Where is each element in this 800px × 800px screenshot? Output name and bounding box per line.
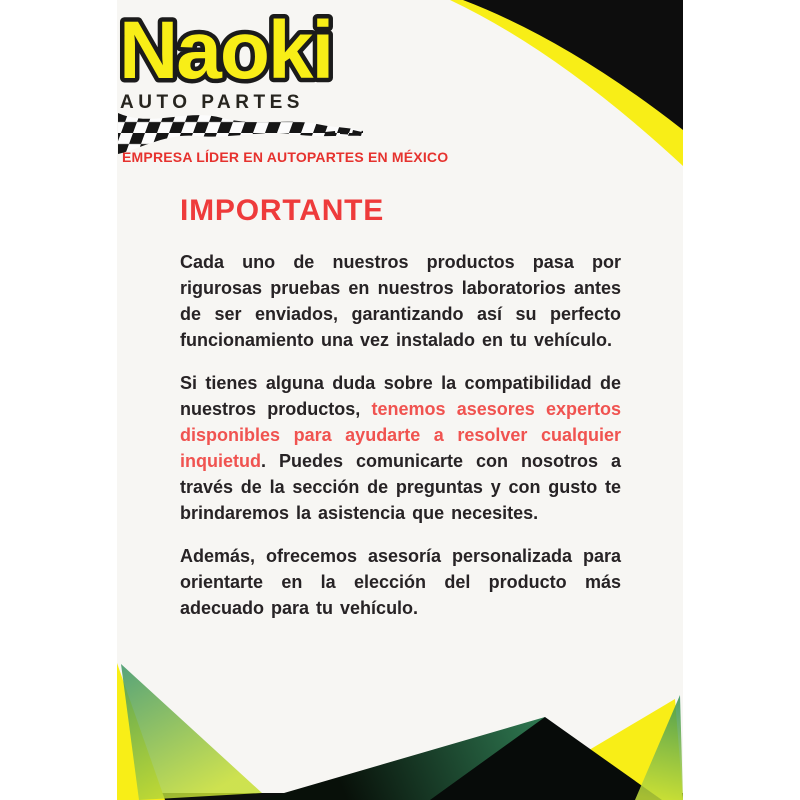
paragraph-compatibility — [180, 370, 621, 526]
paragraph-compatibility-highlight: tenemos asesores expertos disponibles para ayudarte a resolver cualquier inquietud — [180, 399, 622, 471]
brand-logo — [117, 2, 383, 100]
brand-tagline: EMPRESA LÍDER EN AUTOPARTES EN MÉXICO — [122, 149, 449, 165]
paragraph-compatibility-end: . Puedes comunicarte con nosotros a través de la sección de preguntas y con gusto te brindaremos la asistencia que necesites. — [180, 451, 621, 523]
bottom-triangles-decoration — [117, 660, 683, 800]
paragraph-compatibility-start: Si tienes alguna duda sobre la compatibilidad de nuestros productos, — [180, 373, 621, 419]
poster — [117, 0, 683, 800]
logo-subtitle: AUTO PARTES — [120, 92, 304, 113]
page-title: IMPORTANTE — [180, 194, 385, 227]
paragraph-quality: Cada uno de nuestros productos pasa por rigurosas pruebas en nuestros laboratorios antes de ser enviados, garantizando así su perfecto funcionamiento una vez instalado en tu vehículo. — [180, 252, 621, 350]
logo-text: Naoki — [119, 5, 333, 96]
corner-swoosh-decoration — [443, 0, 683, 170]
body-text — [180, 249, 621, 621]
paragraph-advice: Además, ofrecemos asesoría personalizada para orientarte en la elección del producto más adecuado para tu vehículo. — [180, 546, 621, 618]
